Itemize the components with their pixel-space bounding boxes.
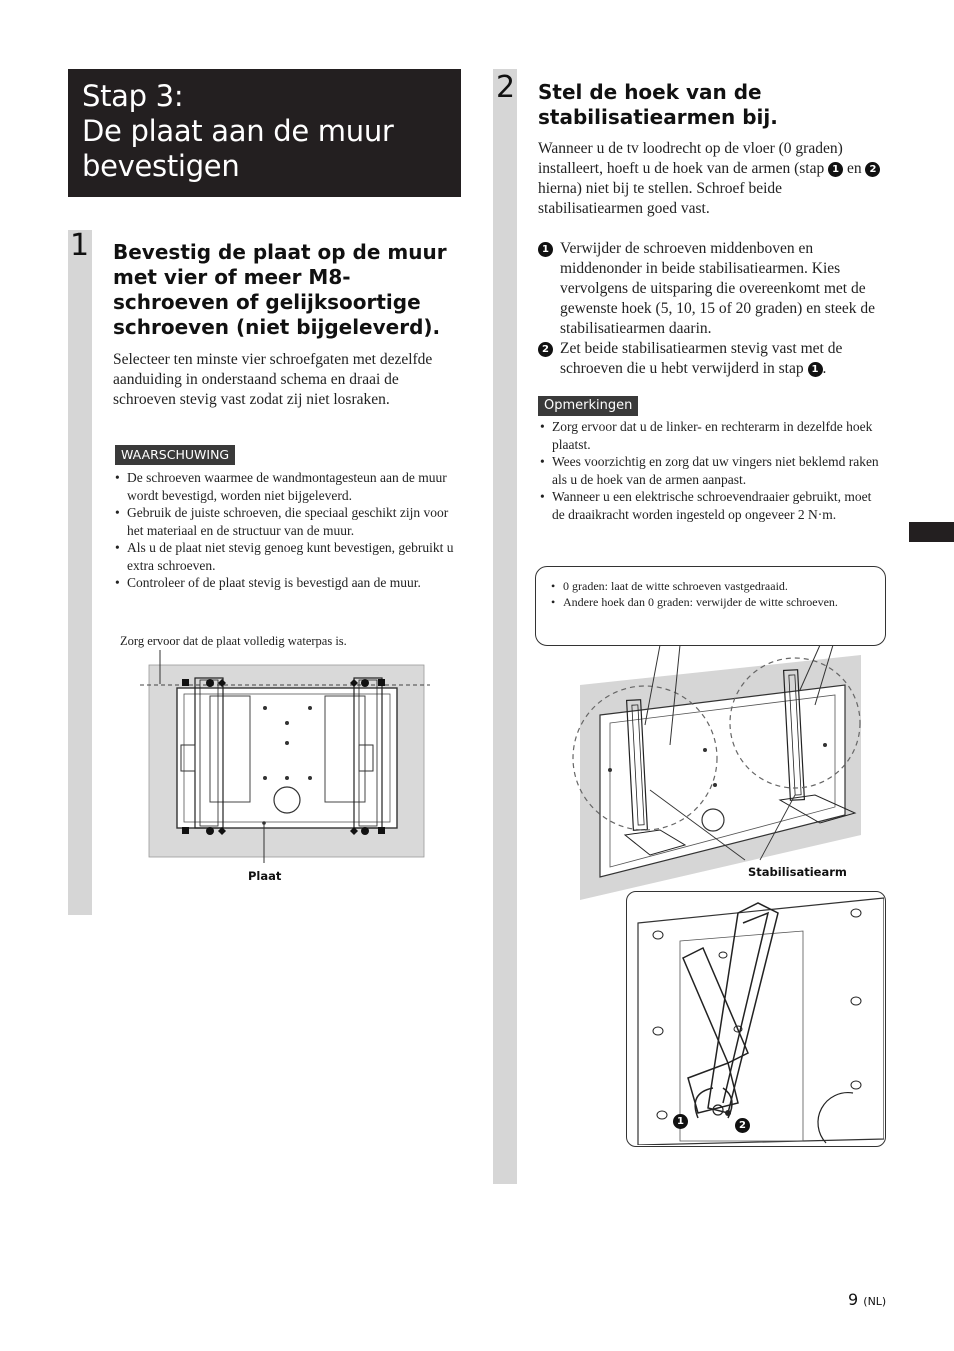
circle-1-icon: 1	[808, 362, 823, 377]
title-line-3: bevestigen	[82, 149, 240, 183]
note-item: • Zorg ervoor dat u de linker- en rechterarm in dezelfde hoek plaatst.	[539, 418, 884, 453]
warning-item: • Controleer of de plaat stevig is bevestigd aan de muur.	[114, 574, 464, 592]
warning-list	[114, 469, 464, 592]
substep-text: Zet beide stabilisatiearmen stevig vast met de schroeven die u hebt verwijderd in stap	[560, 340, 843, 377]
step1-body: Selecteer ten minste vier schroefgaten met dezelfde aanduiding in onderstaand schema en draai de schroeven stevig vast zodat zij niet losraken.	[113, 351, 433, 408]
circle-2-icon: 2	[735, 1118, 750, 1133]
warning-item: • Gebruik de juiste schroeven, die speciaal geschikt zijn voor het materiaal en de structuur van de muur.	[114, 504, 464, 539]
step2-intro	[538, 139, 883, 219]
level-note: Zorg ervoor dat de plaat volledig waterpas is.	[120, 634, 347, 648]
step2-heading: Stel de hoek van de stabilisatiearmen bij.	[538, 80, 778, 129]
notes-label: Opmerkingen	[538, 396, 638, 416]
intro-text: Wanneer u de tv loodrecht op de vloer (0 graden) installeert, hoeft u de hoek van de armen (stap	[538, 140, 843, 177]
wall-plate-diagram	[130, 648, 430, 863]
section-title-box	[68, 69, 461, 197]
substep-text: Verwijder de schroeven middenboven en middenonder in beide stabilisatiearmen. Kies vervolgens de uitsparing die overeenkomt met de gewenste hoek (5, 10, 15 of 20 graden) en steek de stabilisatiearmen daarin.	[560, 240, 876, 337]
step2-substeps	[538, 239, 888, 379]
warning-item: • Als u de plaat niet stevig genoeg kunt bevestigen, gebruikt u extra schroeven.	[114, 539, 464, 574]
circle-2-icon: 2	[865, 162, 880, 177]
circle-1-icon: 1	[538, 242, 553, 257]
step1-heading: Bevestig de plaat op de muur met vier of meer M8-schroeven of gelijksoortige schroeven (niet bijgeleverd).	[113, 240, 447, 339]
stabilizer-arm-diagram	[565, 645, 865, 900]
circle-1-icon: 1	[673, 1114, 688, 1129]
intro-text: hierna) niet bij te stellen. Schroef beide stabilisatiearmen goed vast.	[538, 180, 783, 217]
intro-text: en	[843, 160, 866, 177]
page-number-value: 9	[848, 1290, 859, 1309]
page-lang: (NL)	[863, 1295, 887, 1308]
title-line-2: De plaat aan de muur	[82, 114, 394, 148]
circle-2-icon: 2	[538, 342, 553, 357]
warning-label: WAARSCHUWING	[115, 445, 235, 465]
step1-bar	[68, 230, 92, 915]
warning-item: • De schroeven waarmee de wandmontagesteun aan de muur wordt bevestigd, worden niet bijgeleverd.	[114, 469, 464, 504]
substep-text: .	[822, 360, 827, 377]
notes-label-wrap	[538, 394, 638, 416]
section-title	[82, 79, 394, 184]
callout-item: • 0 graden: laat de witte schroeven vastgedraaid.	[550, 579, 870, 595]
page-number	[848, 1290, 886, 1309]
callout-item: • Andere hoek dan 0 graden: verwijder de witte schroeven.	[550, 595, 870, 611]
page-edge-tab	[909, 522, 954, 542]
arm-detail-diagram	[628, 893, 884, 1145]
plate-caption: Plaat	[248, 869, 282, 883]
step2-bar	[493, 69, 517, 1184]
step2-number: 2	[496, 70, 516, 105]
notes-list	[539, 418, 884, 523]
callout-box	[535, 566, 886, 646]
note-item: • Wees voorzichtig en zorg dat uw vingers niet beklemd raken als u de hoek van de armen aanpast.	[539, 453, 884, 488]
warning-label-wrap	[115, 444, 235, 465]
substep-1	[538, 239, 888, 339]
substep-2	[538, 339, 888, 379]
stabilizer-caption: Stabilisatiearm	[748, 865, 847, 879]
callout-list	[550, 579, 870, 610]
circle-1-icon: 1	[828, 162, 843, 177]
title-line-1: Stap 3:	[82, 79, 184, 113]
note-item: • Wanneer u een elektrische schroevendraaier gebruikt, moet de draaikracht worden ingesteld op ongeveer 2 N·m.	[539, 488, 884, 523]
step1-number: 1	[70, 228, 90, 263]
